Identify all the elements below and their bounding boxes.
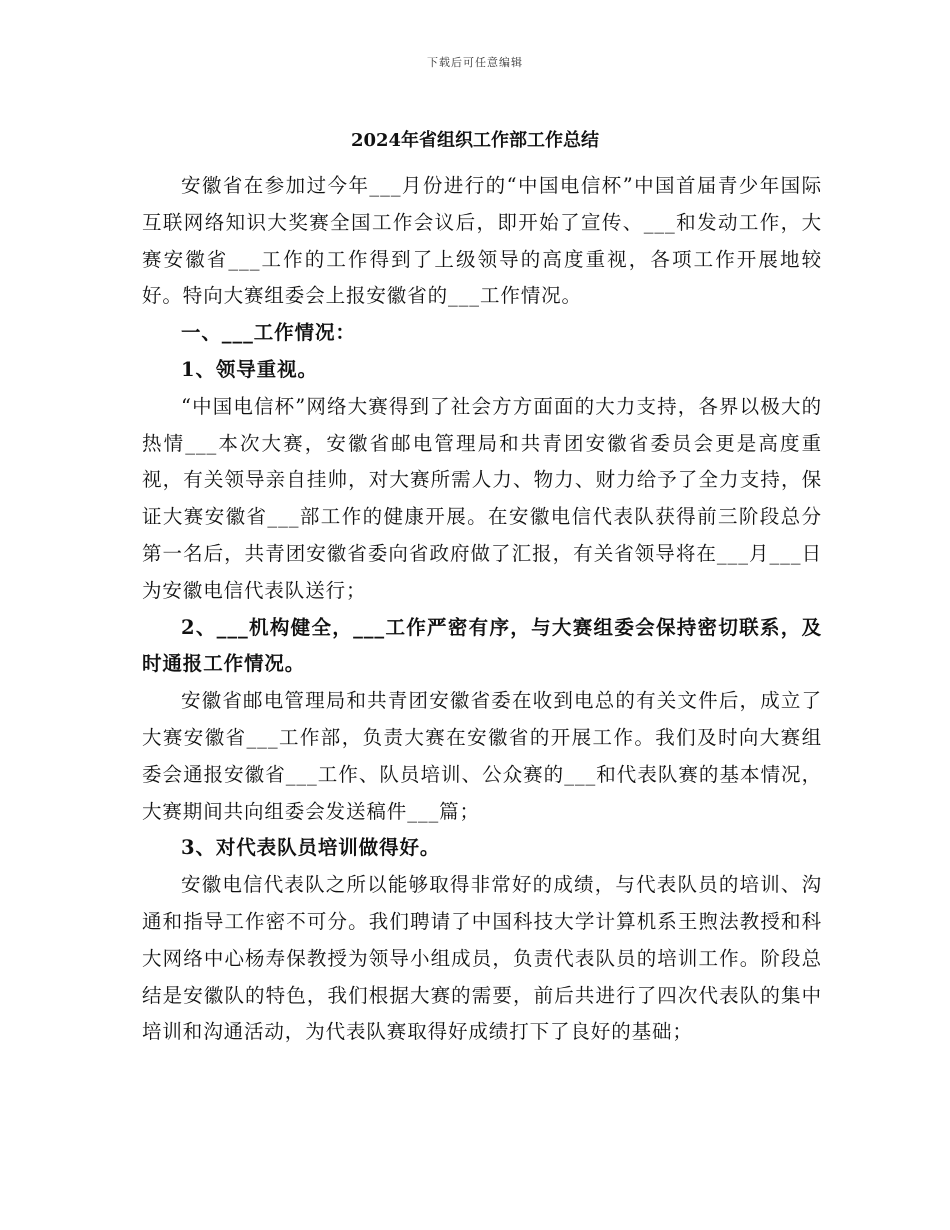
document-title: 2024年省组织工作部工作总结 (350, 130, 600, 151)
section-heading: 一、___工作情况： (181, 321, 356, 345)
document-body (142, 168, 822, 1051)
subheading-organization: 2、___机构健全，___工作严密有序，与大赛组委会保持密切联系，及时通报工作情况。 (142, 615, 822, 676)
subheading-leadership: 1、领导重视。 (181, 357, 318, 381)
intro-paragraph: 安徽省在参加过今年___月份进行的“中国电信杯”中国首届青少年国际互联网络知识大奖赛全国工作会议后，即开始了宣传、___和发动工作，大赛安徽省___工作的工作得到了上级领导的高度重视，各项工作开展地较好。特向大赛组委会上报安徽省的___工作情况。 (142, 174, 822, 308)
header-note: 下载后可任意编辑 (427, 56, 523, 69)
leadership-paragraph: “中国电信杯”网络大赛得到了社会方方面面的大力支持，各界以极大的热情___本次大赛，安徽省邮电管理局和共青团安徽省委员会更是高度重视，有关领导亲自挂帅，对大赛所需人力、物力、财力给予了全力支持，保证大赛安徽省___部工作的健康开展。在安徽电信代表队获得前三阶段总分第一名后，共青团安徽省委向省政府做了汇报，有关省领导将在___月___日为安徽电信代表队送行； (142, 394, 822, 602)
training-paragraph: 安徽电信代表队之所以能够取得非常好的成绩，与代表队员的培训、沟通和指导工作密不可分。我们聘请了中国科技大学计算机系王煦法教授和科大网络中心杨寿保教授为领导小组成员，负责代表队员的培训工作。阶段总结是安徽队的特色，我们根据大赛的需要，前后共进行了四次代表队的集中培训和沟通活动，为代表队赛取得好成绩打下了良好的基础； (142, 873, 822, 1044)
organization-paragraph: 安徽省邮电管理局和共青团安徽省委在收到电总的有关文件后，成立了大赛安徽省___工作部，负责大赛在安徽省的开展工作。我们及时向大赛组委会通报安徽省___工作、队员培训、公众赛的___和代表队赛的基本情况，大赛期间共向组委会发送稿件___篇； (142, 689, 822, 823)
subheading-training: 3、对代表队员培训做得好。 (181, 836, 441, 860)
